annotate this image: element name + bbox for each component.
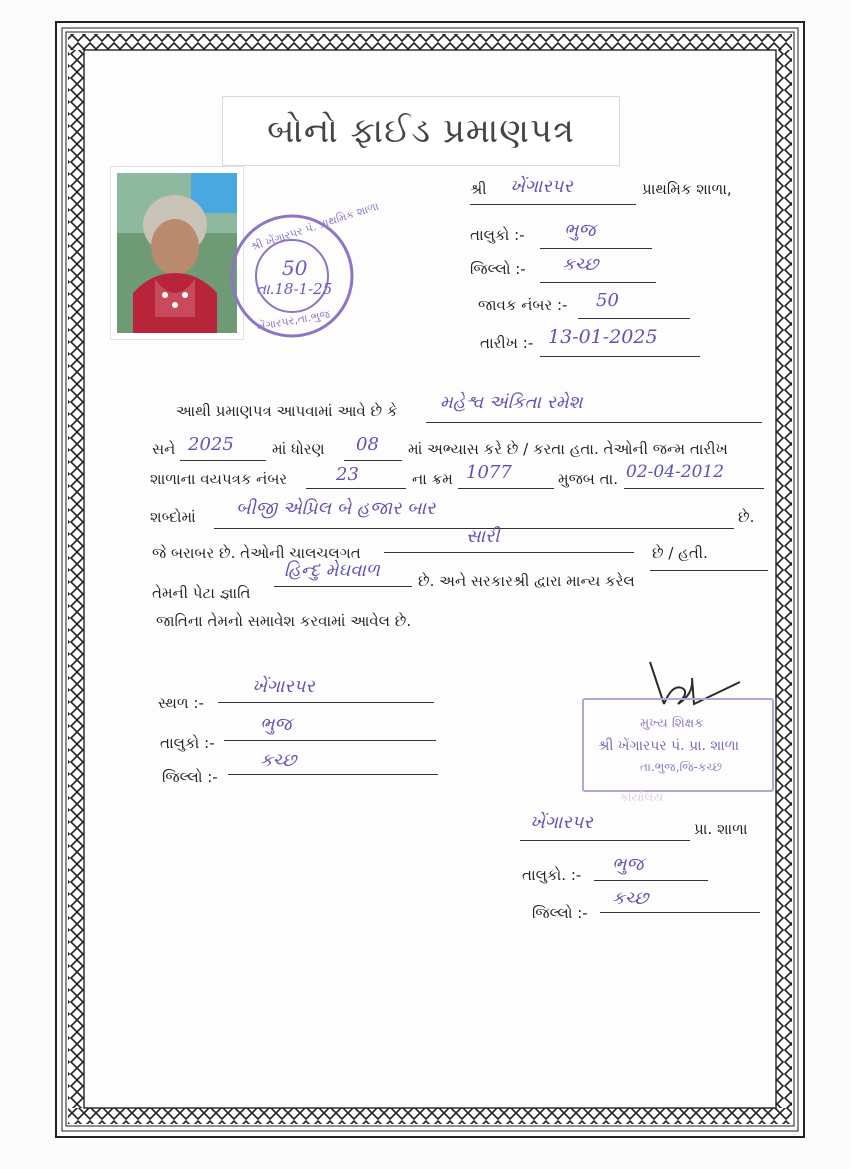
footer-district-label: જિલ્લો :- (532, 904, 588, 922)
body-line6-a: તેમની પેટા જ્ઞાતિ (152, 584, 251, 602)
body-line5-a: જે બરાબર છે. તેઓની ચાલચલગત (152, 544, 361, 562)
footer-district-value: કચ્છ (612, 888, 649, 909)
dob-value: 02-04-2012 (626, 462, 725, 482)
student-photo (110, 166, 244, 340)
stamp-ring-top: શ્રી ખેંગારપર પં. પ્રાથમિક શાળા (249, 199, 381, 254)
register-no: 23 (336, 464, 359, 485)
body-line5-end: છે / હતી. (652, 544, 708, 562)
footer-taluka-value: ભુજ (612, 854, 644, 875)
place-taluka-label: તાલુકો :- (160, 734, 215, 752)
date-value: 13-01-2025 (548, 326, 658, 348)
student-name: મહેશ્વ અંકિતા રમેશ (440, 392, 583, 413)
place-taluka-value: ભુજ (260, 714, 292, 735)
body-line7: જાતિના તેમનો સમાવેશ કરવામાં આવેલ છે. (156, 612, 412, 630)
body-line4-end: છે. (738, 508, 755, 526)
body-line1-prefix: આથી પ્રમાણપત્ર આપવામાં આવે છે કે (176, 402, 398, 420)
footer-school-name: ખેંગારપર (530, 812, 593, 833)
serial-no: 1077 (466, 462, 512, 483)
body-line2-b: માં ધોરણ (272, 440, 325, 458)
outward-label: જાવક નંબર :- (478, 296, 568, 314)
place-value: ખેંગારપર (252, 676, 315, 697)
body-line2-a: સને (152, 440, 176, 458)
stamp-number: 50 (282, 256, 308, 280)
certificate-title: બોનો ફાઈડ પ્રમાણપત્ર (267, 111, 575, 151)
date-label: તારીખ :- (480, 334, 534, 352)
principal-stamp-title: મુખ્ય શિક્ષક (640, 716, 704, 731)
caste-value: હિન્દુ મેઘવાળ (284, 560, 380, 581)
taluka-value: ભુજ (564, 220, 596, 241)
std-value: 08 (356, 434, 379, 455)
footer-school-suffix: પ્રા. શાળા (694, 820, 748, 838)
district-label: જિલ્લો :- (470, 260, 526, 278)
outward-value: 50 (596, 290, 619, 311)
place-label: સ્થળ :- (158, 694, 204, 712)
principal-stamp-address: તા.ભુજ,જિ-કચ્છ (640, 760, 723, 774)
place-district-value: કચ્છ (260, 750, 297, 771)
school-round-stamp (226, 199, 381, 342)
body-line4-a: શબ્દોમાં (150, 508, 196, 526)
dob-in-words: બીજી એપ્રિલ બે હજાર બાર (236, 498, 436, 519)
school-name-hw: ખેંગારપર (510, 176, 573, 197)
principal-stamp-faded: કાર્યાલય (620, 790, 664, 804)
conduct-value: સારી (466, 526, 500, 547)
body-line3-c: મુજબ તા. (558, 470, 618, 488)
title-box (222, 96, 620, 166)
stamp-ring-bottom: ખેંગારપર,તા.ભુજ (255, 307, 331, 334)
body-line3-a: શાળાના વયપત્રક નંબર (150, 470, 288, 488)
district-value: કચ્છ (562, 254, 599, 275)
footer-taluka-label: તાલુકો. :- (522, 866, 582, 884)
body-line3-b: ના ક્રમ (412, 470, 453, 488)
principal-stamp-school: શ્રી ખેંગારપર પં. પ્રા. શાળા (598, 738, 740, 754)
stamp-date: તા.18-1-25 (256, 280, 333, 298)
place-district-label: જિલ્લો :- (162, 768, 218, 786)
taluka-label: તાલુકો :- (470, 226, 525, 244)
school-suffix: પ્રાથમિક શાળા, (642, 180, 732, 198)
body-line6-b: છે. અને સરકારશ્રી દ્વારા માન્ય કરેલ (418, 572, 635, 590)
year-value: 2025 (188, 434, 234, 455)
shri-label: શ્રી (470, 180, 487, 198)
body-line2-c: માં અભ્યાસ કરે છે / કરતા હતા. તેઓની જન્મ તારીખ (408, 440, 728, 458)
